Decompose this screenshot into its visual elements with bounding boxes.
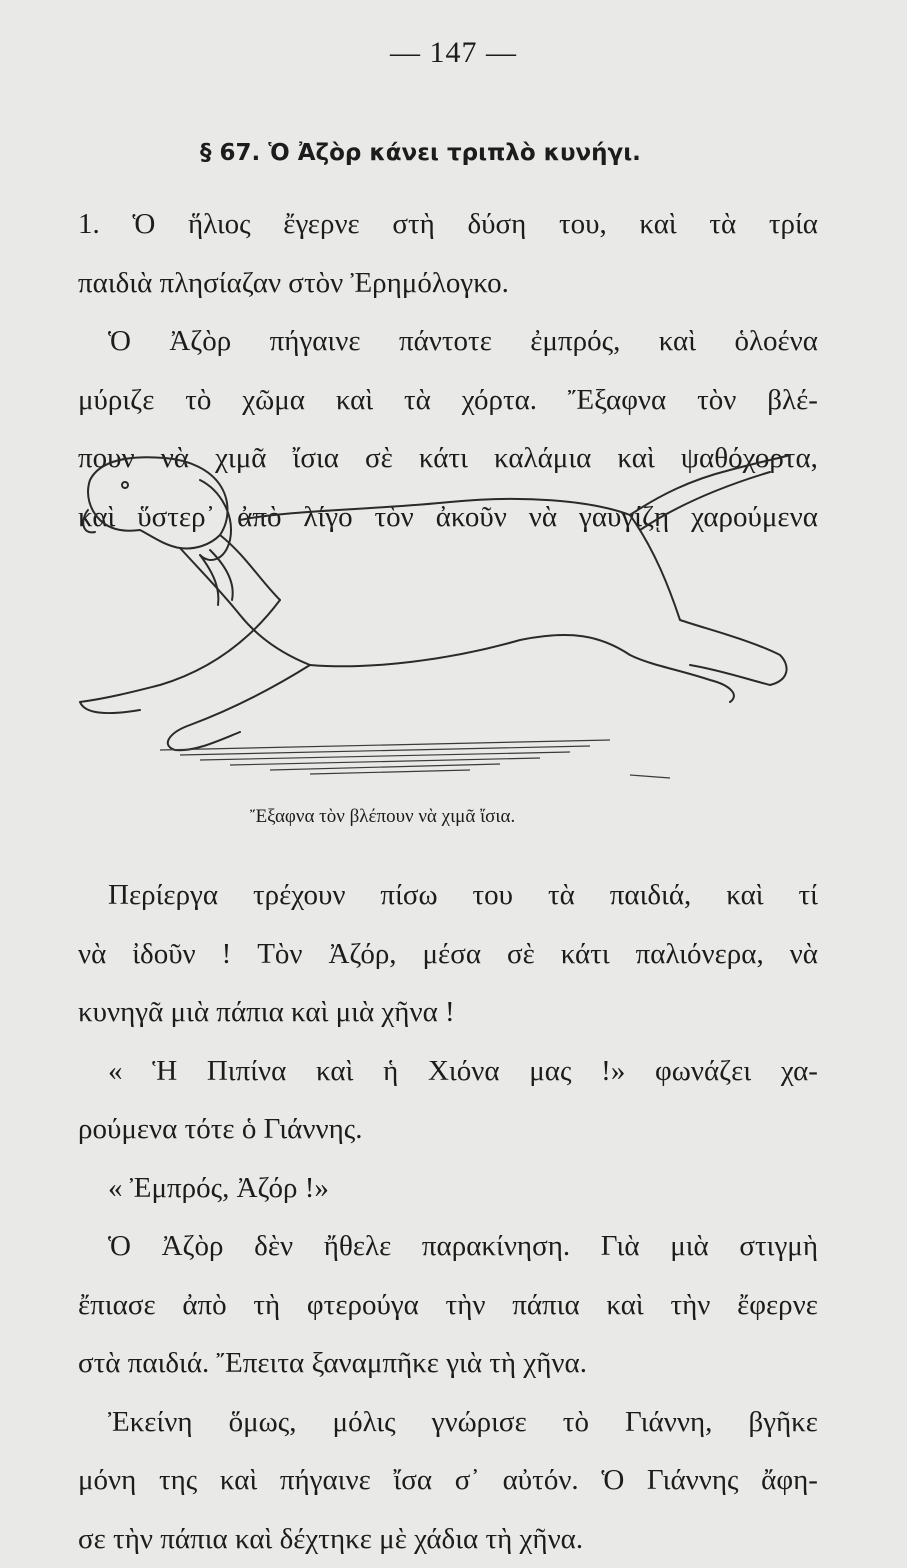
word: καὶ <box>316 1042 353 1101</box>
word: ὅμως, <box>229 1393 297 1452</box>
word: ! <box>222 925 232 984</box>
word: κάτι <box>419 429 468 488</box>
text-line: κυνηγᾶ μιὰ πάπια καὶ μιὰ χῆνα ! <box>78 983 818 1042</box>
word: στὴ <box>392 195 434 254</box>
word: καὶ <box>220 1451 257 1510</box>
word: ψαθόχορτα, <box>681 429 818 488</box>
word: 1. <box>78 195 100 254</box>
word: χόρτα. <box>462 371 537 430</box>
word: ἥλιος <box>188 195 251 254</box>
text-line <box>78 1217 818 1276</box>
word: Γιάννη, <box>625 1393 712 1452</box>
word: μας <box>529 1042 571 1101</box>
word: πάπια <box>512 1276 579 1335</box>
word: τὴν <box>670 1276 710 1335</box>
word: νὰ <box>161 429 189 488</box>
word: τὰ <box>548 866 575 925</box>
word: χῶμα <box>242 371 305 430</box>
word: της <box>159 1451 197 1510</box>
word: ἴσα <box>393 1451 432 1510</box>
word: δύση <box>467 195 526 254</box>
text-line <box>78 195 818 254</box>
word: !» <box>601 1042 625 1101</box>
word: ἀπὸ <box>182 1276 226 1335</box>
paragraph-2 <box>78 866 818 1568</box>
word: χα- <box>781 1042 818 1101</box>
word: Ὁ <box>132 195 155 254</box>
word: καλάμια <box>494 429 591 488</box>
word: καὶ <box>617 429 654 488</box>
text-line: σε τὴν πάπια καὶ δέχτηκε μὲ χάδια τὴ χῆνα. <box>78 1510 818 1568</box>
word: τὸ <box>185 371 211 430</box>
word: τρέχουν <box>253 866 346 925</box>
word: Γιὰ <box>601 1217 640 1276</box>
word: ἄφη- <box>761 1451 818 1510</box>
text-line: « Ἐμπρός, Ἀζόρ !» <box>78 1159 818 1218</box>
word: ἀπὸ <box>237 488 281 547</box>
word: Ἡ <box>152 1042 177 1101</box>
word: λίγο <box>303 488 352 547</box>
word: Ὁ <box>601 1451 624 1510</box>
word: τρία <box>769 195 818 254</box>
word: τὸν <box>375 488 414 547</box>
word: του <box>473 866 514 925</box>
word: Ὁ <box>108 1217 131 1276</box>
word: καὶ <box>606 1276 643 1335</box>
word: ἔπιασε <box>78 1276 156 1335</box>
word: σὲ <box>365 429 393 488</box>
word: φωνάζει <box>655 1042 751 1101</box>
word: βγῆκε <box>748 1393 818 1452</box>
section-heading: § 67. Ὁ Ἀζὸρ κάνει τριπλὸ κυνήγι. <box>200 140 641 166</box>
text-line <box>78 312 818 371</box>
word: πουν <box>78 429 135 488</box>
word: ἤθελε <box>324 1217 391 1276</box>
word: παρακίνηση. <box>422 1217 570 1276</box>
word: Πιπίνα <box>207 1042 287 1101</box>
word: τί <box>799 866 818 925</box>
word: γνώρισε <box>432 1393 527 1452</box>
word: μιὰ <box>670 1217 709 1276</box>
word: νὰ <box>790 925 818 984</box>
word: Τὸν <box>257 925 302 984</box>
word: ἀκοῦν <box>436 488 507 547</box>
word: νὰ <box>78 925 106 984</box>
word: Ἔξαφνα <box>568 371 666 430</box>
word: πάντοτε <box>399 312 492 371</box>
word: σὲ <box>507 925 535 984</box>
word: ἐμπρός, <box>530 312 620 371</box>
word: καὶ <box>336 371 373 430</box>
text-line <box>78 1276 818 1335</box>
word: στιγμὴ <box>739 1217 818 1276</box>
word: καὶ <box>639 195 676 254</box>
word: Ἀζὸρ <box>162 1217 224 1276</box>
word: Ἀζόρ, <box>328 925 396 984</box>
word: σ᾽ <box>455 1451 480 1510</box>
word: μέσα <box>422 925 481 984</box>
illustration-caption: Ἔξαφνα τὸν βλέπουν νὰ χιμᾶ ἴσια. <box>250 806 515 828</box>
text-line <box>78 1451 818 1510</box>
word: ὕστερ᾽ <box>137 488 215 547</box>
text-line <box>78 1393 818 1452</box>
word: παλιόνερα, <box>636 925 764 984</box>
word: Χιόνα <box>428 1042 500 1101</box>
word: του, <box>559 195 607 254</box>
text-line <box>78 371 818 430</box>
word: γαυγίζῃ <box>579 488 669 547</box>
word: πίσω <box>380 866 437 925</box>
word: ἴσια <box>293 429 339 488</box>
word: καὶ <box>659 312 696 371</box>
word: Ἐκείνη <box>108 1393 193 1452</box>
text-line <box>78 1042 818 1101</box>
word: καὶ <box>726 866 763 925</box>
word: τὰ <box>404 371 431 430</box>
dog-illustration <box>70 440 810 800</box>
word: χιμᾶ <box>215 429 266 488</box>
word: τὴ <box>253 1276 280 1335</box>
page-number: — 147 — <box>0 36 907 70</box>
word: τὸν <box>697 371 736 430</box>
text-line: παιδιὰ πλησίαζαν στὸν Ἐρημόλογκο. <box>78 254 818 313</box>
word: κάτι <box>561 925 610 984</box>
word: τὰ <box>709 195 736 254</box>
word: μόλις <box>333 1393 396 1452</box>
text-line <box>78 925 818 984</box>
word: Περίεργα <box>108 866 218 925</box>
word: τὴν <box>446 1276 486 1335</box>
word: φτερούγα <box>307 1276 419 1335</box>
word: πήγαινε <box>270 312 361 371</box>
word: πήγαινε <box>280 1451 371 1510</box>
word: Ὁ <box>108 312 131 371</box>
word: καὶ <box>78 488 115 547</box>
word: ἡ <box>383 1042 398 1101</box>
word: χαρούμενα <box>691 488 818 547</box>
word: ἔφερνε <box>737 1276 818 1335</box>
text-line: ρούμενα τότε ὁ Γιάννης. <box>78 1100 818 1159</box>
word: ὁλοένα <box>734 312 818 371</box>
word: μύριζε <box>78 371 154 430</box>
word: αὐτόν. <box>503 1451 579 1510</box>
word: Γιάννης <box>647 1451 739 1510</box>
text-line: στὰ παιδιά. Ἔπειτα ξαναμπῆκε γιὰ τὴ χῆνα. <box>78 1334 818 1393</box>
word: δὲν <box>254 1217 293 1276</box>
text-line <box>78 866 818 925</box>
word: ἰδοῦν <box>132 925 195 984</box>
word: Ἀζὸρ <box>169 312 231 371</box>
word: παιδιά, <box>610 866 692 925</box>
word: βλέ- <box>767 371 818 430</box>
word: νὰ <box>529 488 557 547</box>
word: « <box>108 1042 123 1101</box>
word: τὸ <box>563 1393 589 1452</box>
word: ἔγερνε <box>283 195 359 254</box>
word: μόνη <box>78 1451 136 1510</box>
